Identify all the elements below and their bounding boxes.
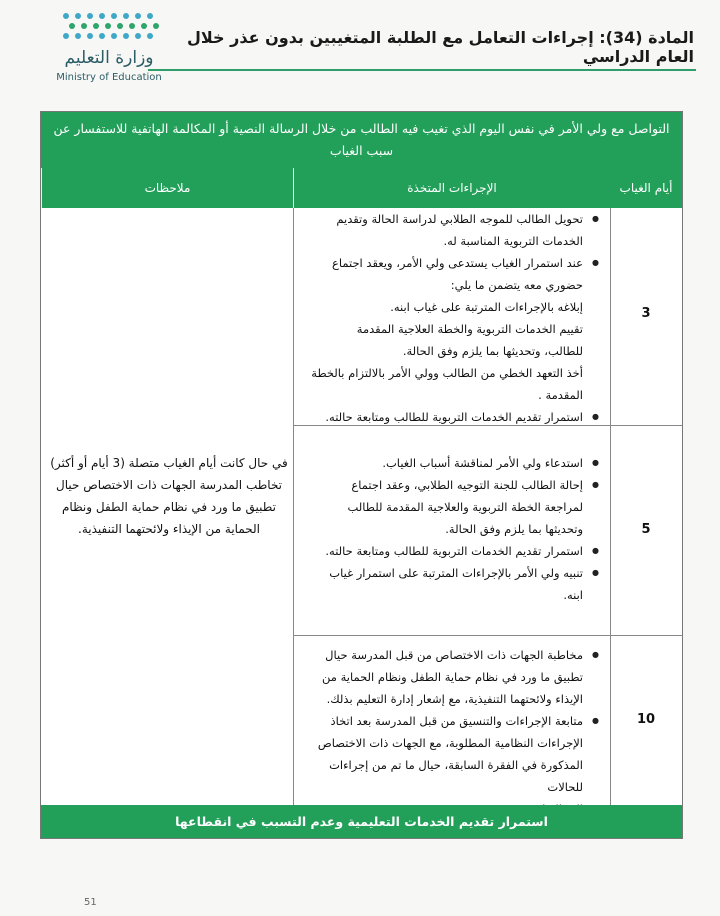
column-header-notes: ملاحظات (41, 168, 293, 208)
action-line: المقدمة . (538, 388, 583, 402)
days-value: 5 (641, 522, 651, 537)
action-line: ● تحويل الطالب للموجه الطلابي لدراسة الحالة وتقديم (299, 208, 599, 230)
action-line: حضوري معه يتضمن ما يلي: (450, 278, 583, 292)
action-line: ● مخاطبة الجهات ذات الاختصاص من قبل المدرسة حيال (299, 644, 599, 666)
action-line: تقييم الخدمات التربوية والخطة العلاجية المقدمة (356, 322, 583, 336)
ministry-logo (54, 8, 169, 88)
actions-cell (293, 452, 607, 606)
table-top-row: التواصل مع ولي الأمر في نفس اليوم الذي تغيب فيه الطالب من خلال الرسالة النصية أو المكالمة الهاتفية للاستفسار عن سبب الغياب (41, 112, 682, 168)
action-line: إبلاغه بالإجراءات المترتبة على غياب ابنه. (390, 300, 583, 314)
title-underline (148, 69, 696, 71)
action-line: المذكورة في الفقرة السابقة، حيال ما تم من إجراءات للحالات (329, 758, 583, 794)
page-title: المادة (34): إجراءات التعامل مع الطلبة المتغيبين بدون عذر خلال العام الدراسي (187, 28, 694, 66)
action-line: ابنه. (563, 588, 583, 602)
logo-arabic-text: وزارة التعليم (64, 48, 154, 68)
action-line: لمراجعة الخطة التربوية والعلاجية المقدمة للطالب (347, 500, 583, 514)
action-line: وتحديثها بما يلزم وفق الحالة. (445, 522, 583, 536)
notes-cell: في حال كانت أيام الغياب متصلة (3 أيام أو أكثر) تخاطب المدرسة الجهات ذات الاختصاص حيال تطبيق ما ورد في نظام حماية الطفل ونظام الحماية من الإيذاء ولائحتهما التنفيذية. (50, 456, 288, 536)
action-line: ● استدعاء ولي الأمر لمناقشة أسباب الغياب. (299, 452, 599, 474)
action-line: الإجراءات النظامية المطلوبة، مع الجهات ذات الاختصاص (317, 736, 583, 750)
action-line: للطالب، وتحديثها بما يلزم وفق الحالة. (402, 344, 583, 358)
logo-dots-icon (58, 10, 162, 40)
actions-cell (293, 644, 607, 820)
action-line: ● متابعة الإجراءات والتنسيق من قبل المدرسة بعد اتخاذ (299, 710, 599, 732)
column-header-days: أيام الغياب (610, 168, 682, 208)
absence-procedures-table (40, 111, 683, 839)
action-line: ● إحالة الطالب للجنة التوجيه الطلابي، وعقد اجتماع (299, 474, 599, 496)
action-line: الإيذاء ولائحتهما التنفيذية، مع إشعار إدارة التعليم بذلك. (326, 692, 583, 706)
action-line: ● استمرار تقديم الخدمات التربوية للطالب ومتابعة حالته. (299, 540, 599, 562)
action-line: ● تنبيه ولي الأمر بالإجراءات المترتبة على استمرار غياب (299, 562, 599, 584)
table-bottom-row: استمرار تقديم الخدمات التعليمية وعدم التسبب في انقطاعها (41, 805, 682, 838)
grid-line (293, 635, 682, 636)
page-number: 51 (84, 897, 97, 908)
logo-english-text: Ministry of Education (56, 72, 162, 83)
action-line: ● استمرار تقديم الخدمات التربوية للطالب ومتابعة حالته. (299, 406, 599, 428)
action-line: الخدمات التربوية المناسبة له. (443, 234, 583, 248)
actions-cell (293, 208, 607, 428)
days-value: 10 (636, 712, 656, 727)
days-value: 3 (641, 306, 651, 321)
column-header-actions: الإجراءات المتخذة (293, 168, 610, 208)
action-line: تطبيق ما ورد في نظام حماية الطفل ونظام الحماية من (322, 670, 583, 684)
action-line: ● عند استمرار الغياب يستدعى ولي الأمر، ويعقد اجتماع (299, 252, 599, 274)
action-line: أخذ التعهد الخطي من الطالب وولي الأمر بالالتزام بالخطة (311, 366, 583, 380)
